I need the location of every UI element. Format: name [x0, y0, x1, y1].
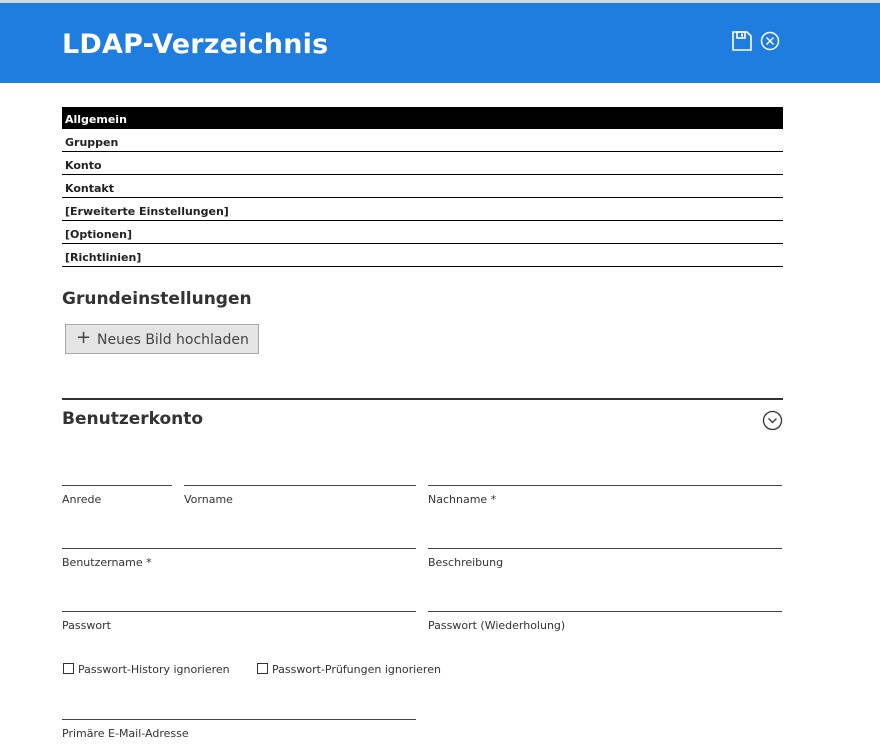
section-title-benutzerkonto: Benutzerkonto	[62, 409, 204, 429]
ignore-history-checkbox[interactable]	[63, 663, 74, 674]
tab-gruppen[interactable]: Gruppen	[62, 130, 783, 152]
password-label: Passwort	[62, 619, 111, 632]
tab-erweiterte-einstellungen[interactable]: [Erweiterte Einstellungen]	[62, 199, 783, 221]
ignore-history-label: Passwort-History ignorieren	[78, 663, 230, 676]
section-divider	[62, 398, 783, 400]
ignore-checks-checkbox[interactable]	[257, 663, 268, 674]
page-title: LDAP-Verzeichnis	[62, 29, 329, 60]
chevron-down-circle-icon[interactable]	[762, 410, 783, 431]
tab-richtlinien[interactable]: [Richtlinien]	[62, 245, 783, 267]
first-name-field[interactable]	[184, 485, 416, 486]
description-field[interactable]	[428, 548, 782, 549]
tab-konto[interactable]: Konto	[62, 153, 783, 175]
ignore-checks-label: Passwort-Prüfungen ignorieren	[272, 663, 441, 676]
plus-icon: +	[76, 327, 92, 348]
upload-image-label: Neues Bild hochladen	[97, 332, 249, 348]
save-icon[interactable]	[731, 30, 753, 52]
email-field[interactable]	[62, 719, 416, 720]
header-bar	[0, 0, 880, 83]
last-name-label: Nachname *	[428, 493, 497, 506]
username-field[interactable]	[62, 548, 416, 549]
salutation-label: Anrede	[62, 493, 102, 506]
first-name-label: Vorname	[184, 493, 233, 506]
password-field[interactable]	[62, 611, 416, 612]
close-circle-icon[interactable]	[759, 30, 781, 52]
ignore-history-option[interactable]	[63, 663, 230, 676]
ignore-checks-option[interactable]	[257, 663, 441, 676]
upload-image-button[interactable]	[65, 324, 259, 354]
password-repeat-field[interactable]	[428, 611, 782, 612]
description-label: Beschreibung	[428, 556, 504, 569]
tab-optionen[interactable]: [Optionen]	[62, 222, 783, 244]
tab-kontakt[interactable]: Kontakt	[62, 176, 783, 198]
salutation-field[interactable]	[62, 485, 172, 486]
section-title-grundeinstellungen: Grundeinstellungen	[62, 289, 252, 309]
tab-allgemein[interactable]: Allgemein	[62, 107, 783, 129]
password-repeat-label: Passwort (Wiederholung)	[428, 619, 566, 632]
email-label: Primäre E-Mail-Adresse	[62, 727, 189, 740]
username-label: Benutzername *	[62, 556, 152, 569]
last-name-field[interactable]	[428, 485, 782, 486]
tab-list	[62, 107, 783, 268]
